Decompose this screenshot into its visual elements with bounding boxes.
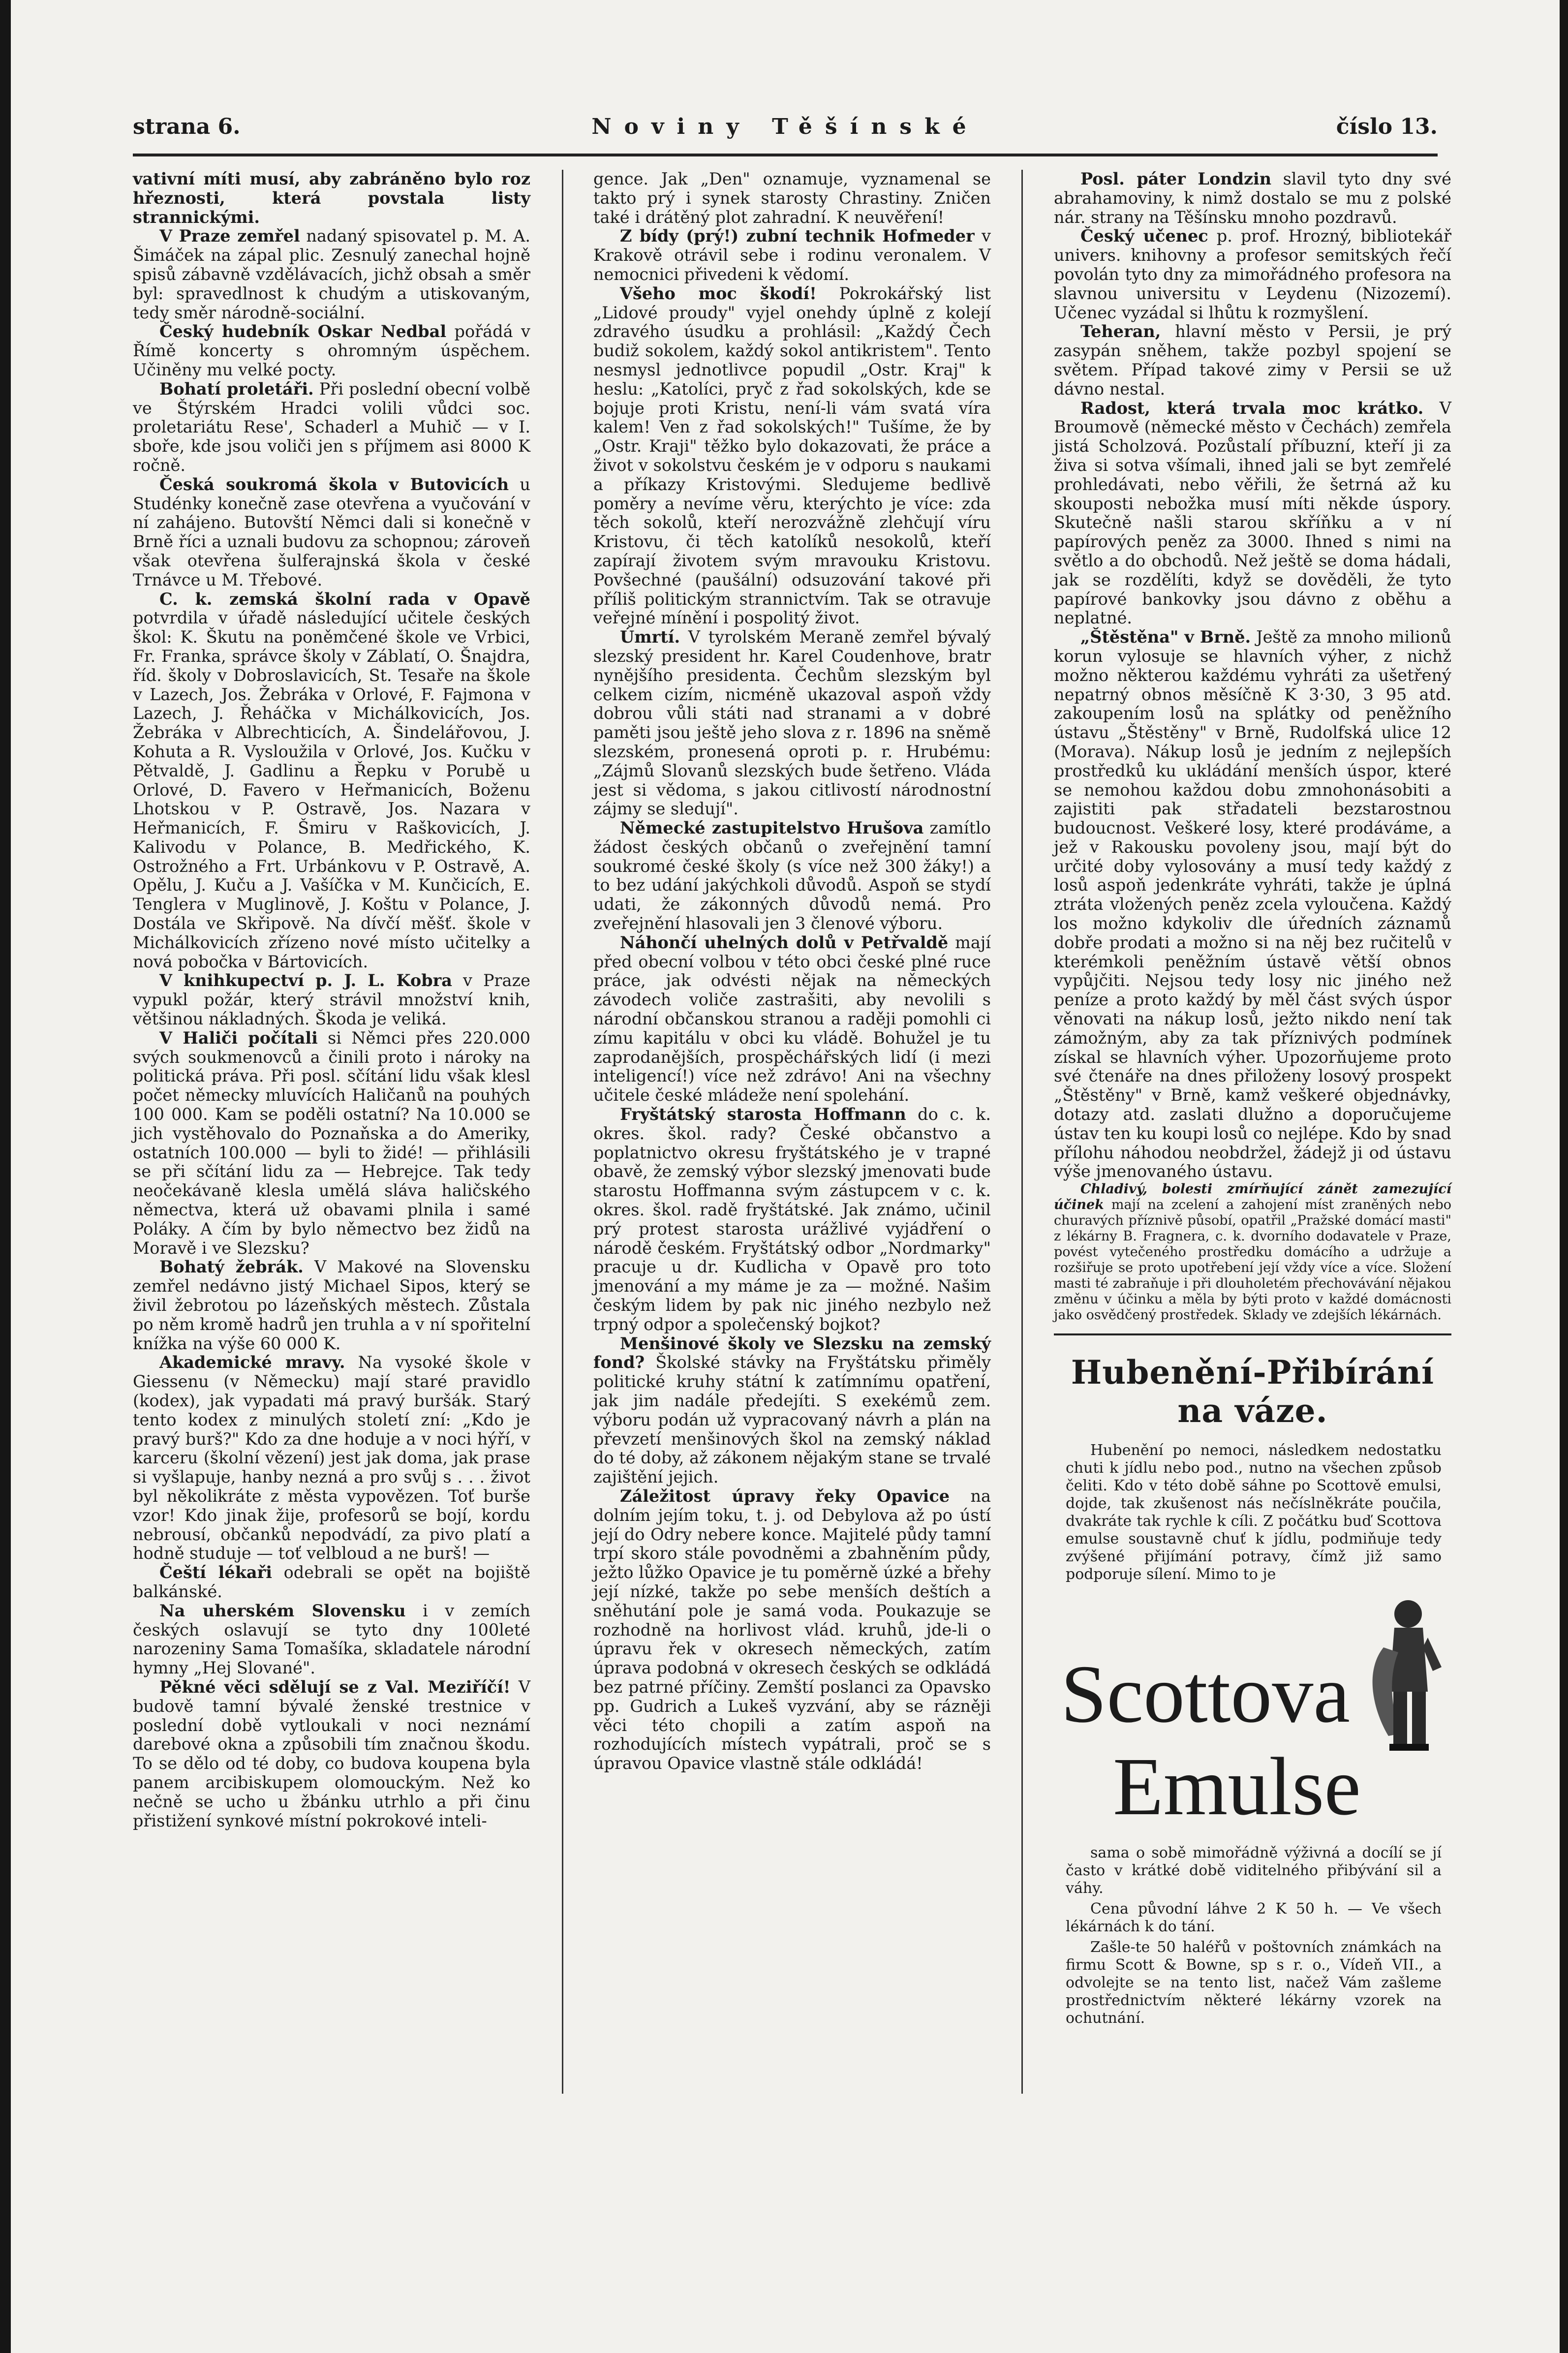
article-paragraph: Bohatí proletáři. Při poslední obecní volbě ve Štýrském Hradci volili vůdci soc. proletariátu Rese', Schaderl a Muhič — v I. sboře, kde jsou voliči jen s příjmem asi 8000 K ročně. <box>133 379 531 475</box>
column-1 <box>133 170 530 2094</box>
article-paragraph: Teheran, hlavní město v Persii, je prý zasypán sněhem, takže pozbyl spojení se světem. Případ takové zimy v Persii se už dávno nestal. <box>1054 322 1451 399</box>
article-paragraph: Akademické mravy. Na vysoké škole v Giessenu (v Německu) mají staré pravidlo (kodex), jak vypadati má pravý buršák. Starý tento kodex z minulých století zní: „Kdo je pravý burš?" Kdo za dne hoduje a v noci hýří, v karceru (školní vězení) jest jak doma, jak prase si vyšlapuje, hanby nezná a pro svůj s . . . život byl několikráte z města vypovězen. Toť burše vzor! Kdo jinak žije, profesorů se bojí, kordu nebrousí, občanků nepodvádí, za pivo platí a hodně studuje — toť velbloud a ne burš! — <box>133 1353 530 1563</box>
article-heading: Na uherském Slovensku <box>159 1601 406 1620</box>
column-divider <box>562 170 563 2094</box>
article-heading: Akademické mravy. <box>159 1353 345 1372</box>
advert-brand-block <box>1054 1588 1451 1844</box>
article-heading: Český hudebník Oskar Nedbal <box>159 322 447 341</box>
newspaper-title: Noviny Těšínské <box>591 114 979 139</box>
article-paragraph: Radost, která trvala moc krátko. V Broumově (německé město v Čechách) zemřela jistá Scholzová. Pozůstalí příbuzní, kteří ji za živa si sotva všímali, ihned jali se byt zemřelé prohledávati, nebo věřili, že šetrná až ku skouposti nebožka musí míti někde úspory. Skutečně našli starou skříňku a v ní papírových peněz za 3000. Ihned s nimi na světlo a do obchodů. Než ještě se doma hádali, jak se rozdělíti, když se dověděli, že tyto papírové bankovky jsou dávno z oběhu a neplatné. <box>1054 398 1451 628</box>
article-paragraph: Německé zastupitelstvo Hrušova zamítlo žádost českých občanů o zveřejnění tamní soukromé české školy (s více než 300 žáky!) a to bez udání jakýchkoli důvodů. Aspoň se stydí udati, že zákonných důvodů nemá. Pro zveřejnění hlasovali jen 3 členové výboru. <box>593 818 991 933</box>
column-2 <box>593 170 991 2094</box>
article-heading: Čeští lékaři <box>159 1563 272 1582</box>
article-heading: Z bídy (prý!) zubní technik Hofmeder <box>620 226 975 246</box>
article-heading: Posl. páter Londzin <box>1080 169 1272 188</box>
advert-details <box>1066 1844 1442 2027</box>
article-heading: Náhončí uhelných dolů v Petřvaldě <box>620 932 949 952</box>
article-paragraph: Pěkné věci sdělují se z Val. Meziříčí! V budově tamní bývalé ženské trestnice v poslední době vytloukali v noci neznámí darebové okna a způsobili tím značnou škodu. To se dělo od té doby, co budova koupena byla panem arcibiskupem olomouckým. Než ko nečně se ucho u žbánku utrhlo a při činu přistižení synkové místní pokrokové inteli- <box>133 1677 531 1830</box>
article-heading: Úmrtí. <box>620 627 680 647</box>
article-paragraph: Z bídy (prý!) zubní technik Hofmeder v Krakově otrávil sebe i rodinu veronalem. V nemocnici přivedeni k vědomí. <box>593 226 991 284</box>
article-paragraph: Záležitost úpravy řeky Opavice na dolním jejím toku, t. j. od Debylova až po ústí její do Odry nebere konce. Majitelé půdy tamní trpí skoro stále povodněmi a zbahněním půdy, ježto lůžko Opavice je tu poměrně úzké a břehy její nízké, takže po sebe menších deštích a sněhutání pole je samá voda. Poukazuje se rozhodně na horlivost vlád. kruhů, jde-li o úpravu řek v okresech německých, zatím úprava podobná v okresech českých se odkládá bez patrné příčiny. Zemští poslanci za Opavsko pp. Gudrich a Lukeš vyzvání, aby se rázněji věci této chopili a zatím aspoň na rozhodujících místech vypátrali, proč se s úpravou Opavice vlastně stále odkládá! <box>593 1486 991 1773</box>
article-paragraph: vativní míti musí, aby zabráněno bylo roz hřeznosti, která povstala listy strannickými. <box>133 169 530 227</box>
article-paragraph: Český hudebník Oskar Nedbal pořádá v Římě koncerty s ohromným úspěchem. Učiněny mu velké pocty. <box>133 322 530 379</box>
advert-title: Hubenění-Přibírání na váze. <box>1071 1353 1435 1430</box>
brand-name-line2: Emulse <box>1113 1741 1361 1832</box>
advert-body <box>1066 1442 1442 1583</box>
advert-sample-offer: Zašle-te 50 haléřů v poštovních známkách na firmu Scott & Bowne, sp s r. o., Vídeň VII., a odvolejte se na tento list, načež Vám zašleme prostřednictvím některé lékárny vzorek na ochutnání. <box>1066 1939 1442 2027</box>
article-paragraph: Všeho moc škodí! Pokrokářský list „Lidové proudy" vyjel onehdy úplně z kolejí zdravého úsudku a prohlásil: „Každý Čech budiž sokolem, každý sokol antikristem". Tento nesmysl jednotlivce popudil „Ostr. Kraj" k heslu: „Katolíci, pryč z řad sokolských, kde se bojuje proti Kristu, není-li vám svatá víra kalem! Ven z řad sokolských!" Tušíme, že by „Ostr. Kraji" těžko bylo dokazovati, že práce a život v sokolstvu českém je v odporu s naukami a příkazy Kristovými. Sledujeme bedlivě poměry a nevíme věru, kterýchto je více: zda těch sokolů, kteří nerozvážně zlehčují víru Kristovu, či těch katolíků nesokolů, kteří zapírají životem svým mravouku Kristovu. Povšechné (paušální) odsuzování takové při příliš politickým strannictvím. Tak se otravuje veřejné mínění i pospolitý život. <box>593 283 991 628</box>
article-paragraph: V knihkupectví p. J. L. Kobra v Praze vypukl požár, který strávil množství knih, většinou nákladných. Škoda je veliká. <box>133 971 531 1029</box>
advert-paragraph: sama o sobě mimořádně výživná a docílí se jí často v krátké době viditelného přibývání sil a váhy. <box>1066 1844 1442 1897</box>
page-header <box>133 114 1438 149</box>
article-heading: Menšinové školy ve Slezsku na zemský fond? <box>593 1333 991 1372</box>
article-paragraph: Posl. páter Londzin slavil tyto dny své abrahamoviny, k nimž dostalo se mu z polské nár. strany na Těšínsku mnoho pozdravů. <box>1054 169 1452 227</box>
brand-name-line1: Scottova <box>1061 1648 1350 1740</box>
article-heading: Německé zastupitelstvo Hrušova <box>620 818 924 838</box>
column-3 <box>1054 170 1451 1324</box>
article-heading: Bohatí proletáři. <box>159 379 314 399</box>
article-paragraph: C. k. zemská školní rada v Opavě potvrdila v úřadě následující učitele českých škol: K. Škutu na poněmčené škole ve Vrbici, Fr. Franka, správce školy v Záblatí, O. Šnajdra, říd. školy v Dobroslavicích, St. Tesaře na škole v Lazech, Jos. Žebráka v Orlové, F. Fajmona v Lazech, J. Řeháčka v Michálkovicích, Jos. Žebráka v Albrechticích, A. Šindelářovou, J. Kohuta a R. Vysloužila v Orlové, Jos. Kučku v Pětvaldě, J. Gadlinu a Řepku v Porubě u Orlové, D. Favero v Heřmanicích, Boženu Lhotskou v P. Ostravě, Jos. Nazara v Heřmanicích, F. Šmiru v Raškovicích, J. Kalivodu v Polance, B. Medřického, K. Ostrožného a Frt. Urbánkovu v P. Ostravě, A. Opělu, J. Kuču a J. Vašíčka v M. Kunčicích, E. Tenglera v Muglinově, J. Koštu v Polance, J. Dostála ve Skřipově. Na dívčí měšť. škole v Michálkovicích zřízeno nové místo učitelky a nová pobočka v Bártovicích. <box>133 589 530 971</box>
article-heading: V knihkupectví p. J. L. Kobra <box>159 971 452 991</box>
article-heading: Český učenec <box>1080 226 1208 246</box>
fisherman-with-fish-icon <box>1354 1593 1447 1756</box>
ointment-notice: Chladivý, bolesti zmírňující zánět zamezující účinek mají na zcelení a zahojení míst zraněných nebo churavých příznivě působí, opatřil „Pražské domácí masti" z lékárny B. Fragnera, c. k. dvorního dodavatele v Praze, povést vytečeného prostředku domácího a udržuje a rozšiřuje se proto upotřebení její vždy více a více. Složení masti té zabraňuje i při dlouholetém přechovávání nějakou změnu v účinku a měla by býti proto v každé domácnosti jako osvědčený prostředek. Sklady ve zdejších lékárnách. <box>1054 1181 1451 1323</box>
article-paragraph: Čeští lékaři odebrali se opět na bojiště balkánské. <box>133 1563 530 1601</box>
article-paragraph: Fryštátský starosta Hoffmann do c. k. okres. škol. rady? České občanstvo a poplatnictvo okresu fryštátského je v trapné obavě, že zemský výbor slezský jmenovati bude starostu Hoffmanna svým zástupcem v c. k. okres. škol. radě fryštátské. Jak známo, učinil prý protest starosta urážlivé vyjádření o národě českém. Fryštátský odbor „Nordmarky" pracuje u dr. Kudlicha v Opavě pro toto jmenování a my máme je za — možné. Našim českým lidem by pak nic jiného nezbylo než trpný odpor a společenský bojkot? <box>593 1105 991 1334</box>
article-heading: Záležitost úpravy řeky Opavice <box>620 1486 950 1506</box>
article-paragraph: Úmrtí. V tyrolském Meraně zemřel bývalý slezský president hr. Karel Coudenhove, bratr nynějšího presidenta. Čechům slezským byl celkem cizím, nicméně ukazoval aspoň vždy dobrou vůli státi nad stranami a v dobré paměti jsou ještě jeho slova z r. 1896 na sněmě slezském, pronesená oproti p. r. Hrubému: „Zájmů Slovanů slezských bude šetřeno. Vláda jest si vědoma, s jakou citlivostí národnostní zájmy se sledují". <box>593 627 991 819</box>
article-paragraph: Na uherském Slovensku i v zemích českých oslavují se tyto dny 100leté narozeniny Sama Tomašíka, skladatele národní hymny „Hej Slované". <box>133 1601 530 1678</box>
issue-number: číslo 13. <box>1336 114 1438 139</box>
article-paragraph: Náhončí uhelných dolů v Petřvaldě mají před obecní volbou v této obci české plné ruce práce, jak odvésti nějak na německých závodech voliče zastrašiti, aby nevolili s národní občanskou stranou a raději pomohli ci zímu kapitálu v obci ku vládě. Bohužel je tu zaprodanějších, prospěchářských lidí (i mezi inteligencí!) více než zdrávo! Ani na všechny učitele české mládeže není spolehání. <box>593 932 991 1105</box>
article-paragraph: Bohatý žebrák. V Makové na Slovensku zemřel nedávno jistý Michael Sipos, který se živil žebrotou po lázeňských městech. Zůstala po něm kromě hadrů jen truhla a v ní spořitelní knížka na výše 60 000 K. <box>133 1257 530 1353</box>
article-paragraph: V Praze zemřel nadaný spisovatel p. M. A. Šimáček na zápal plic. Zesnulý zanechal hojně spisů zábavně vzdělávacích, jichž obsah a směr byl: spravedlnost k chudým a utiskovaným, tedy směr národně-sociální. <box>133 226 530 322</box>
article-heading: Fryštátský starosta Hoffmann <box>620 1105 906 1124</box>
header-rule <box>133 154 1438 156</box>
article-heading: V Haliči počítali <box>159 1028 318 1048</box>
newspaper-page <box>11 0 1560 2353</box>
article-heading: C. k. zemská školní rada v Opavě <box>159 589 530 609</box>
column-divider <box>1021 170 1023 2094</box>
article-heading: Pěkné věci sdělují se z Val. Meziříčí! <box>159 1677 511 1697</box>
article-heading: Teheran, <box>1080 322 1161 341</box>
article-heading: Radost, která trvala moc krátko. <box>1080 398 1424 418</box>
advert-price: Cena původní láhve 2 K 50 h. — Ve všech lékárnách k do tání. <box>1066 1900 1442 1935</box>
advert-paragraph: Hubenění po nemoci, následkem nedostatku chuti k jídlu nebo pod., nutno na všechen způsob čeliti. Kdo v této době sáhne po Scottově emulsi, dojde, tak zkušenost nás nečíslněkráte poučila, dvakráte tak rychle k cíli. Z počátku buď Scottova emulse soustavně chuť k jídlu, podmiňuje tedy zvýšené přijímání potravy, čímž již samo podporuje sílení. Mimo to je <box>1066 1442 1442 1583</box>
page-number: strana 6. <box>133 114 241 139</box>
advert-rule <box>1054 1333 1451 1335</box>
article-paragraph: gence. Jak „Den" oznamuje, vyznamenal se takto prý i synek starosty Chrastiny. Zničen také i drátěný plot zahradní. K neuvěření! <box>593 169 991 227</box>
article-paragraph: Česká soukromá škola v Butovicích u Studénky konečně zase otevřena a vyučování v ní zahájeno. Butovští Němci dali si konečně v Brně říci a uznali budovu za schopnou; zároveň však otevřena šulferajnská škola v české Trnávce u M. Třebové. <box>133 474 530 589</box>
article-paragraph: Český učenec p. prof. Hrozný, bibliotekář univers. knihovny a profesor semitských řečí povolán tyto dny za mimořádného profesora na slavnou universitu v Leydenu (Nizozemí). Učenec vyzádal si lhůtu k rozmyšlení. <box>1054 226 1451 322</box>
article-heading: „Štěstěna" v Brně. <box>1080 627 1251 647</box>
article-paragraph: Menšinové školy ve Slezsku na zemský fond? Školské stávky na Fryštátsku přiměly politické kruhy státní k zatímnímu opatření, jak jim nadále předejíti. S exekémů zem. výboru podán už vypracovaný návrh a plán na převzetí menšinových škol na zemský náklad do té doby, až zákonem nějakým stane se trvalé zajištění jejich. <box>593 1333 991 1487</box>
scott-emulsion-advert <box>1054 1353 1451 2027</box>
article-paragraph: V Haliči počítali si Němci přes 220.000 svých soukmenovců a činili proto i nároky na politická práva. Při posl. sčítání lidu však klesl počet německy mluvících Haličanů na pouhých 100 000. Kam se poděli ostatní? Na 10.000 se jich vystěhovalo do Poznaňska a do Ameriky, ostatních 100.000 — byli to židé! — přihlásili se při sčítání lidu za — Hebrejce. Tak tedy neočekávaně klesla umělá sláva haličského němectva, která už obavami plnila i samé Poláky. A čím by bylo němectvo bez židů na Moravě i ve Slezsku? <box>133 1028 530 1258</box>
article-heading: Všeho moc škodí! <box>620 283 817 303</box>
article-paragraph: „Štěstěna" v Brně. Ještě za mnoho milionů korun vylosuje se hlavních výher, z nichž možno některou každému vyhráti za ušetřený nepatrný obnos měsíčně K 3·30, 3 95 atd. zakoupením losů na splátky od peněžního ústavu „Štěstěny" v Brně, Rudolfská ulice 12 (Morava). Nákup losů je jedním z nejlepších prostředků ku ukládání menších úspor, které se nemohou každou dobu zmnohonásobiti a zajistiti pak střadateli bezstarostnou budoucnost. Veškeré losy, které prodáváme, a jež v Rakousku povoleny jsou, mají být do určité doby vylosovány a musí tedy každý z losů aspoň jedenkráte vyhráti, takže je úplná ztráta vložených peněz zcela vyloučena. Každý los možno kdykoliv dle úředních záznamů dobře prodati a možno si na něj bez ručitelů v kterémkoli peněžním ústavě větší obnos vypůjčiti. Nejsou tedy losy nic jiného než peníze a proto každý by měl část svých úspor věnovati na nákup losů, ježto nikdo není tak zámožným, aby za tak příznivých podmínek získal se hlavních výher. Upozorňujeme proto své čtenáře na dnes přiloženy losový prospekt „Štěstěny" v Brně, kamž veškeré objednávky, dotazy atd. zaslati dlužno a doporučujeme ústav ten ku koupi losů co nejlépe. Kdo by snad přílohu náhodou neobdržel, žádejž ji od ústavu výše jmenovaného ústavu. <box>1054 627 1451 1181</box>
article-heading: V Praze zemřel <box>159 226 300 246</box>
article-heading: Bohatý žebrák. <box>159 1257 304 1277</box>
article-heading: Česká soukromá škola v Butovicích <box>159 474 509 494</box>
